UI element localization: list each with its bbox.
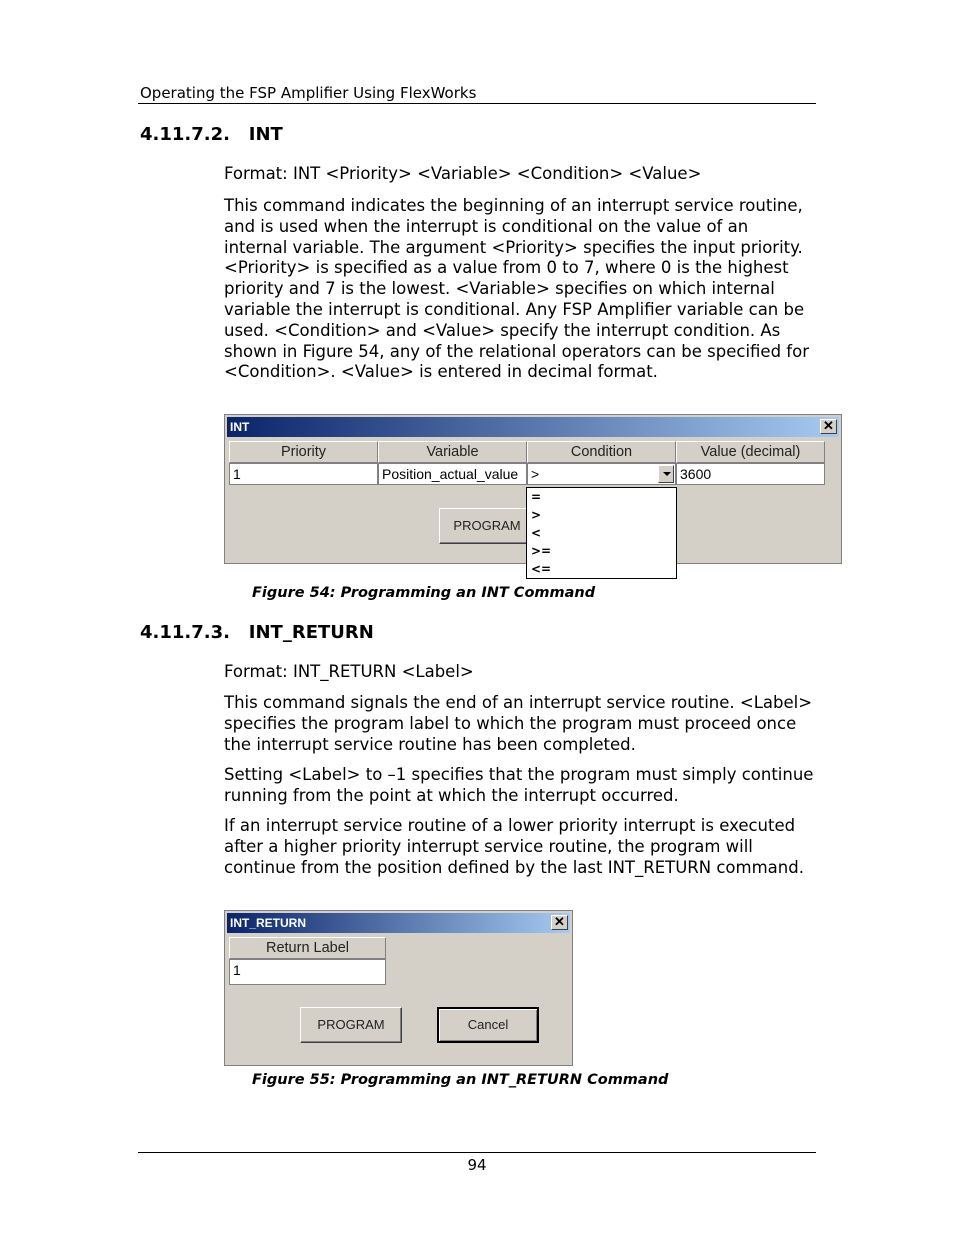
condition-combobox[interactable] xyxy=(527,463,676,485)
condition-selected-value: > xyxy=(531,466,540,482)
condition-option-less[interactable]: < xyxy=(531,526,542,540)
condition-option-equal[interactable]: = xyxy=(531,490,542,504)
figure-55-caption: Figure 55: Programming an INT_RETURN Command xyxy=(252,1072,669,1088)
program-button[interactable]: PROGRAM xyxy=(300,1007,402,1043)
int-return-format-line: Format: INT_RETURN <Label> xyxy=(224,662,474,681)
section-heading-int xyxy=(140,124,283,145)
column-header-priority: Priority xyxy=(229,441,378,463)
int-return-paragraph-2: Setting <Label> to –1 specifies that the program must simply continue running from the point at which the interrupt occurred. xyxy=(224,765,814,805)
dialog-title: INT_RETURN xyxy=(230,916,307,930)
value-field[interactable]: 3600 xyxy=(676,463,825,485)
priority-field[interactable]: 1 xyxy=(229,463,378,485)
section-number: 4.11.7.2. xyxy=(140,124,230,145)
column-header-condition: Condition xyxy=(527,441,676,463)
header-rule xyxy=(138,103,816,104)
int-return-dialog xyxy=(224,910,573,1066)
dialog-title: INT xyxy=(230,420,250,434)
footer-rule xyxy=(138,1152,816,1153)
int-return-paragraph-1: This command signals the end of an interrupt service routine. <Label> specifies the program label to which the program must proceed once the interrupt service routine has been completed. xyxy=(224,693,813,754)
column-header-value: Value (decimal) xyxy=(676,441,825,463)
section-number: 4.11.7.3. xyxy=(140,622,230,643)
variable-field[interactable]: Position_actual_value xyxy=(378,463,527,485)
close-icon[interactable]: ✕ xyxy=(551,915,568,930)
int-return-dialog-titlebar xyxy=(227,913,570,933)
int-dialog-titlebar xyxy=(227,417,839,437)
column-header-return-label: Return Label xyxy=(229,937,386,959)
condition-option-greater-equal[interactable]: >= xyxy=(531,544,552,558)
condition-option-less-equal[interactable]: <= xyxy=(531,562,552,576)
chevron-down-icon[interactable] xyxy=(658,465,674,483)
int-return-paragraph-3: If an interrupt service routine of a lower priority interrupt is executed after a higher priority interrupt service routine, the program will continue from the position defined by the last INT_RETURN command. xyxy=(224,816,804,877)
cancel-button[interactable]: Cancel xyxy=(437,1007,539,1043)
column-header-variable: Variable xyxy=(378,441,527,463)
condition-option-greater[interactable]: > xyxy=(531,508,542,522)
int-description: This command indicates the beginning of an interrupt service routine, and is used when the interrupt is conditional on the value of an internal variable. The argument <Priority> specifies the input priority. <Priority> is specified as a value from 0 to 7, where 0 is the highest priority and 7 is the lowest. <Variable> specifies on which internal variable the interrupt is conditional. Any FSP Amplifier variable can be used. <Condition> and <Value> specify the interrupt condition. As shown in Figure 54, any of the relational operators can be specified for <Condition>. <Value> is entered in decimal format. xyxy=(224,196,809,382)
running-header: Operating the FSP Amplifier Using FlexWorks xyxy=(140,84,477,102)
figure-54-caption: Figure 54: Programming an INT Command xyxy=(252,585,596,601)
page-number: 94 xyxy=(467,1156,487,1174)
close-icon[interactable]: ✕ xyxy=(820,419,837,434)
return-label-field[interactable]: 1 xyxy=(229,959,386,985)
section-heading-int-return xyxy=(140,622,374,643)
program-button[interactable]: PROGRAM xyxy=(439,508,535,544)
int-format-line: Format: INT <Priority> <Variable> <Condition> <Value> xyxy=(224,164,702,183)
condition-dropdown-list xyxy=(526,487,677,579)
section-title: INT xyxy=(248,124,283,145)
section-title: INT_RETURN xyxy=(248,622,374,643)
